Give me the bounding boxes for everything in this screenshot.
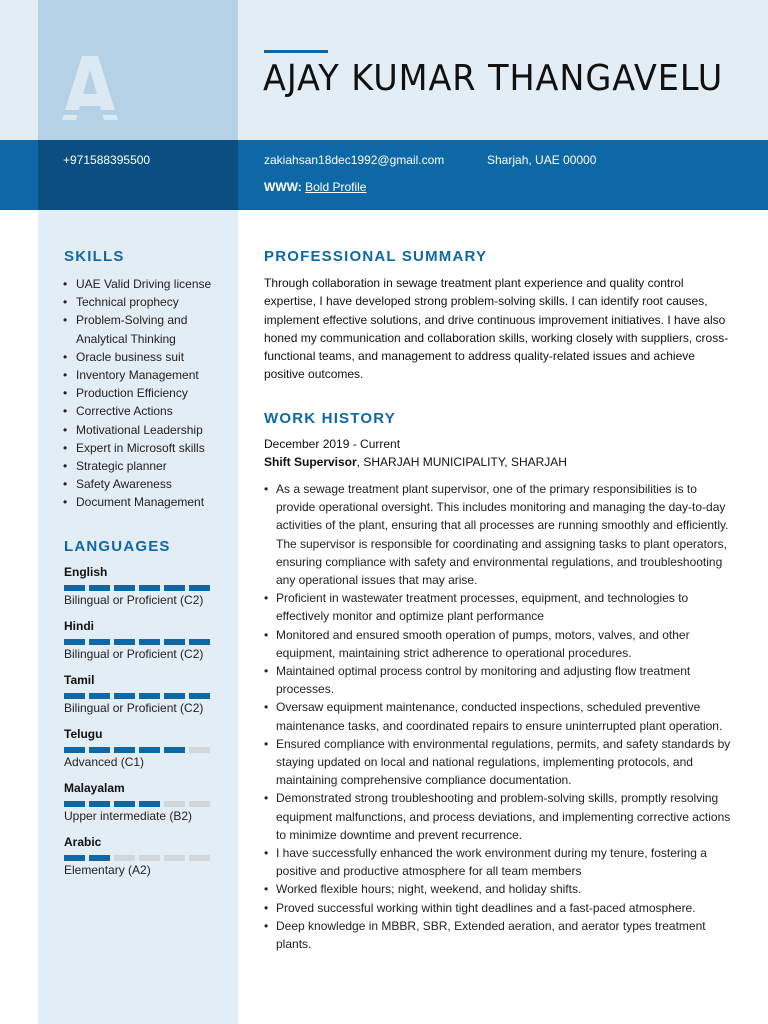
job-date: December 2019 - Current [264,437,401,451]
rating-segment [139,693,160,699]
rating-segment [139,639,160,645]
rating-segment [89,747,110,753]
job-title-line [264,455,567,469]
languages-heading: LANGUAGES [64,538,171,555]
language-level: Bilingual or Proficient (C2) [64,701,204,715]
skills-heading: SKILLS [64,248,125,265]
skill-item: • Safety Awareness [63,475,233,493]
rating-segment [64,585,85,591]
rating-segment [164,639,185,645]
rating-segment [114,747,135,753]
language-rating-bar [64,585,234,591]
contact-phone: +971588395500 [63,153,151,167]
job-employer: , SHARJAH MUNICIPALITY, SHARJAH [356,455,567,469]
contact-location: Sharjah, UAE 00000 [487,153,597,167]
job-role: Shift Supervisor [264,455,357,469]
skill-item: • Technical prophecy [63,293,233,311]
rating-segment [189,585,210,591]
rating-segment [64,855,85,861]
rating-segment [164,693,185,699]
website-link[interactable]: Bold Profile [305,180,367,194]
skill-item: • Corrective Actions [63,402,233,420]
rating-segment [114,639,135,645]
name-accent-rule [264,50,328,53]
language-rating-bar [64,639,234,645]
candidate-name: AJAY KUMAR THANGAVELU [263,58,724,99]
rating-segment [189,693,210,699]
language-name: Hindi [64,619,94,633]
language-item [64,672,234,726]
skill-item: • Strategic planner [63,457,233,475]
rating-segment [64,693,85,699]
rating-segment [114,585,135,591]
job-bullet: • Maintained optimal process control by monitoring and adjusting flow treatment processes. [264,662,736,698]
language-level: Advanced (C1) [64,755,145,769]
rating-segment [189,801,210,807]
rating-segment [64,639,85,645]
rating-segment [164,801,185,807]
language-name: English [64,565,108,579]
language-item [64,564,234,618]
job-bullet: • Ensured compliance with environmental regulations, permits, and safety standards by staying updated on local and national regulations, implementing protocols, and maintaining comprehensive compliance documentation. [264,735,736,790]
job-bullet: • As a sewage treatment plant supervisor, one of the primary responsibilities is to provide operational oversight. This includes monitoring and managing the day-to-day activities of the plant, ensuring that all processes are running smoothly and efficiently. The supervisor is responsible for coordinating and assigning tasks to plant operators, ensuring compliance with safety and environmental regulations, and troubleshooting any operational issues that may arise. [264,480,736,589]
language-rating-bar [64,747,234,753]
language-item [64,726,234,780]
summary-heading: PROFESSIONAL SUMMARY [264,248,488,265]
rating-segment [89,693,110,699]
rating-segment [89,801,110,807]
rating-segment [89,585,110,591]
language-level: Bilingual or Proficient (C2) [64,593,204,607]
skill-item: • Production Efficiency [63,384,233,402]
contact-email: zakiahsan18dec1992@gmail.com [264,153,445,167]
skill-item: • Document Management [63,493,233,511]
contact-website [264,180,366,194]
job-bullet: • Oversaw equipment maintenance, conducted inspections, scheduled preventive maintenance tasks, and coordinated repairs to ensure uninterrupted plant operation. [264,698,736,734]
rating-segment [139,747,160,753]
job-bullet: • Proved successful working within tight deadlines and a fast-paced atmosphere. [264,899,736,917]
job-bullet: • Monitored and ensured smooth operation of pumps, motors, valves, and other equipment, maintaining strict adherence to operational procedures. [264,626,736,662]
job-bullet: • Worked flexible hours; night, weekend, and holiday shifts. [264,880,736,898]
skill-item: • UAE Valid Driving license [63,275,233,293]
rating-segment [189,639,210,645]
job-bullets [264,480,736,953]
rating-segment [114,855,135,861]
skill-item: • Problem-Solving and Analytical Thinking [63,311,233,347]
monogram-a-icon [62,56,118,120]
rating-segment [139,855,160,861]
contact-band-side [38,140,238,210]
summary-text: Through collaboration in sewage treatment plant experience and quality control expertise, I have developed strong problem-solving skills. I can identify root causes, implement effective solutions, and drive continuous improvement initiatives. I have also honed my communication and collaboration skills, working closely with suppliers, cross-functional teams, and management to address quality-related issues and achieve positive outcomes. [264,276,729,382]
language-item [64,780,234,834]
website-label: WWW: [264,180,302,194]
rating-segment [89,855,110,861]
skill-item: • Inventory Management [63,366,233,384]
rating-segment [64,801,85,807]
rating-segment [114,693,135,699]
language-rating-bar [64,693,234,699]
rating-segment [89,639,110,645]
language-item [64,618,234,672]
job-bullet: • Proficient in wastewater treatment processes, equipment, and technologies to effectively monitor and optimize plant performance [264,589,736,625]
language-rating-bar [64,855,234,861]
skill-item: • Oracle business suit [63,348,233,366]
language-level: Upper intermediate (B2) [64,809,193,823]
skill-item: • Expert in Microsoft skills [63,439,233,457]
languages-list [64,564,234,888]
rating-segment [139,801,160,807]
language-level: Bilingual or Proficient (C2) [64,647,204,661]
language-rating-bar [64,801,234,807]
rating-segment [164,585,185,591]
job-bullet: • Deep knowledge in MBBR, SBR, Extended aeration, and aerator types treatment plants. [264,917,736,953]
skills-list [63,275,233,512]
rating-segment [164,855,185,861]
rating-segment [189,747,210,753]
job-bullet: • Demonstrated strong troubleshooting and problem-solving skills, promptly resolving equipment malfunctions, and process deviations, and implementing corrective actions to minimize downtime and prevent recurrence. [264,789,736,844]
job-bullet: • I have successfully enhanced the work environment during my tenure, fostering a positive and productive atmosphere for all team members [264,844,736,880]
language-level: Elementary (A2) [64,863,151,877]
language-name: Telugu [64,727,103,741]
language-item [64,834,234,888]
language-name: Arabic [64,835,102,849]
rating-segment [164,747,185,753]
language-name: Tamil [64,673,95,687]
rating-segment [64,747,85,753]
work-history-heading: WORK HISTORY [264,410,396,427]
language-name: Malayalam [64,781,125,795]
rating-segment [139,585,160,591]
rating-segment [114,801,135,807]
rating-segment [189,855,210,861]
skill-item: • Motivational Leadership [63,421,233,439]
